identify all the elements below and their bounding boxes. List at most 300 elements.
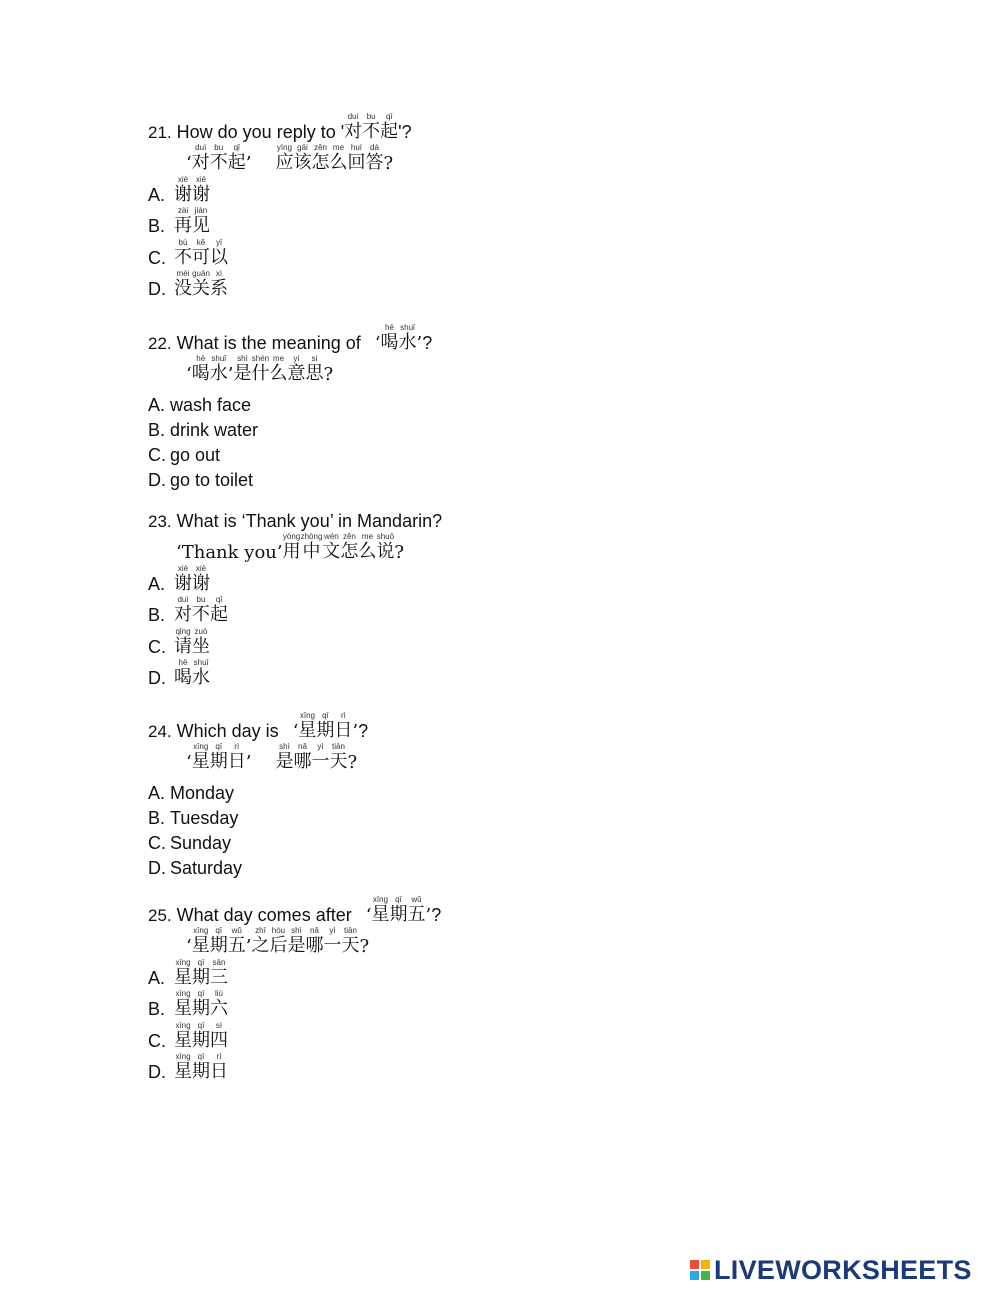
option-text: Saturday bbox=[170, 858, 243, 878]
pinyin-char bbox=[174, 175, 192, 206]
question-end: ? bbox=[358, 721, 369, 741]
pinyin: si bbox=[305, 354, 324, 363]
hanzi: 期 bbox=[209, 935, 228, 956]
hanzi: 不 bbox=[174, 246, 192, 268]
hanzi: 思 bbox=[305, 363, 324, 384]
answer-option bbox=[148, 989, 848, 1021]
pinyin: shuō bbox=[376, 532, 395, 541]
pinyin: xiè bbox=[192, 174, 210, 184]
hanzi: 水 bbox=[192, 667, 210, 688]
zh-prefix: ‘Thank you’ bbox=[176, 542, 283, 563]
pinyin-char bbox=[316, 711, 334, 742]
option-text: wash face bbox=[170, 395, 252, 415]
pinyin-char bbox=[192, 926, 210, 957]
pinyin-char bbox=[293, 143, 311, 174]
pinyin: rì bbox=[334, 711, 353, 720]
option-letter: D. bbox=[148, 858, 166, 878]
pinyin: méi bbox=[174, 269, 192, 278]
option-letter: D. bbox=[148, 668, 166, 688]
pinyin-char bbox=[210, 269, 228, 300]
hanzi: 对 bbox=[191, 152, 210, 173]
hanzi: 期 bbox=[192, 1061, 210, 1082]
answer-option bbox=[148, 1052, 848, 1084]
pinyin-char bbox=[210, 958, 228, 989]
option-text: go to toilet bbox=[170, 470, 254, 490]
pinyin-char bbox=[192, 143, 210, 174]
hanzi: 中 bbox=[300, 541, 323, 562]
pinyin: qī bbox=[389, 895, 408, 904]
pinyin: yòng bbox=[282, 532, 301, 541]
question-english: Which day is bbox=[176, 721, 279, 741]
hanzi: 怎 bbox=[311, 152, 330, 173]
answer-option bbox=[148, 441, 848, 466]
hanzi: 对 bbox=[174, 604, 192, 625]
pinyin: huí bbox=[347, 143, 366, 152]
answer-option bbox=[148, 466, 848, 491]
pinyin-char bbox=[329, 742, 347, 773]
hanzi: 三 bbox=[210, 966, 228, 988]
pinyin-char bbox=[210, 742, 228, 773]
pinyin-char bbox=[174, 658, 192, 689]
option-letter: A. bbox=[148, 395, 166, 415]
hanzi: 喝 bbox=[191, 363, 210, 384]
question-number: 23. bbox=[148, 512, 172, 531]
pinyin: sì bbox=[210, 1020, 228, 1030]
pinyin-char bbox=[365, 143, 383, 174]
pinyin-char bbox=[301, 532, 323, 563]
answer-option bbox=[148, 269, 848, 301]
question-23 bbox=[148, 501, 848, 689]
pinyin: duì bbox=[191, 143, 210, 152]
hanzi: 用 bbox=[282, 541, 301, 562]
pinyin: wǔ bbox=[407, 895, 426, 904]
question-english: How do you reply to ' bbox=[176, 122, 345, 142]
pinyin: sān bbox=[210, 957, 228, 967]
hanzi: 系 bbox=[210, 278, 228, 299]
pinyin-char bbox=[228, 143, 246, 174]
hanzi: 不 bbox=[362, 121, 381, 142]
hanzi: 谢 bbox=[174, 183, 192, 205]
question-text bbox=[148, 323, 848, 354]
pinyin: xīng bbox=[174, 1020, 192, 1030]
option-letter: D. bbox=[148, 470, 166, 490]
pinyin-char bbox=[340, 532, 358, 563]
pinyin-char bbox=[210, 143, 228, 174]
pinyin-char bbox=[192, 354, 210, 385]
hanzi: 是 bbox=[275, 751, 294, 772]
pinyin: wén bbox=[322, 532, 341, 541]
question-chinese bbox=[148, 354, 848, 385]
zh-quote: ’ bbox=[245, 153, 252, 174]
option-text: drink water bbox=[170, 420, 259, 440]
quote-open: ‘ bbox=[365, 905, 372, 926]
option-letter: A. bbox=[148, 783, 166, 803]
hanzi: 该 bbox=[293, 152, 312, 173]
pinyin-char bbox=[347, 143, 365, 174]
hanzi: 不 bbox=[192, 604, 210, 625]
answer-option bbox=[148, 658, 848, 690]
pinyin: yì bbox=[323, 926, 342, 935]
pinyin: xīng bbox=[174, 989, 192, 998]
option-letter: C. bbox=[148, 636, 166, 657]
answer-option bbox=[148, 779, 848, 804]
option-letter: B. bbox=[148, 420, 166, 440]
hanzi: 谢 bbox=[192, 572, 210, 594]
pinyin-char bbox=[210, 1021, 228, 1052]
pinyin: me bbox=[329, 143, 348, 152]
answer-option bbox=[148, 626, 848, 658]
pinyin-char bbox=[174, 238, 192, 269]
pinyin-char bbox=[233, 354, 251, 385]
option-letter: B. bbox=[148, 216, 166, 236]
pinyin-char bbox=[228, 742, 246, 773]
pinyin: bu bbox=[209, 143, 228, 152]
pinyin: liù bbox=[210, 989, 228, 998]
question-text bbox=[148, 501, 848, 532]
hanzi: 么 bbox=[358, 541, 377, 562]
zh-prefix: ‘ bbox=[186, 153, 192, 174]
pinyin: qī bbox=[192, 1052, 210, 1061]
answer-option bbox=[148, 563, 848, 595]
hanzi: 期 bbox=[389, 904, 408, 925]
question-text bbox=[148, 112, 848, 143]
pinyin: qī bbox=[192, 1020, 210, 1030]
question-english: What day comes after bbox=[176, 905, 352, 925]
hanzi: 谢 bbox=[192, 183, 210, 205]
hanzi: 期 bbox=[316, 720, 335, 741]
logo-block bbox=[690, 1260, 699, 1269]
pinyin: xīng bbox=[191, 926, 210, 935]
pinyin: hē bbox=[174, 658, 192, 667]
pinyin: shén bbox=[251, 354, 270, 363]
zh-quote: ’ bbox=[245, 752, 252, 773]
hanzi: 起 bbox=[227, 152, 246, 173]
logo-block bbox=[690, 1271, 699, 1280]
pinyin: wǔ bbox=[227, 926, 246, 935]
pinyin: tiān bbox=[329, 742, 348, 751]
pinyin-char bbox=[323, 926, 341, 957]
quote-close: ’ bbox=[352, 721, 359, 742]
pinyin-char bbox=[192, 1052, 210, 1083]
hanzi: 喝 bbox=[380, 332, 399, 353]
hanzi: 没 bbox=[174, 278, 192, 299]
hanzi: 星 bbox=[191, 751, 210, 772]
pinyin-char bbox=[293, 742, 311, 773]
pinyin: shuǐ bbox=[209, 354, 228, 363]
pinyin: xiè bbox=[174, 174, 192, 184]
answer-option bbox=[148, 854, 848, 879]
pinyin-char bbox=[269, 354, 287, 385]
hanzi: 答 bbox=[365, 152, 384, 173]
hanzi: 是 bbox=[287, 935, 306, 956]
hanzi: 见 bbox=[192, 215, 210, 236]
hanzi: 星 bbox=[371, 904, 390, 925]
pinyin: zhōng bbox=[300, 532, 323, 541]
pinyin-char bbox=[174, 595, 192, 626]
pinyin-char bbox=[174, 958, 192, 989]
pinyin-char bbox=[210, 989, 228, 1020]
hanzi: 日 bbox=[210, 1061, 228, 1082]
pinyin-char bbox=[192, 658, 210, 689]
zh-prefix: ‘ bbox=[186, 752, 192, 773]
hanzi: 一 bbox=[323, 935, 342, 956]
zh-end: ? bbox=[383, 153, 394, 174]
zh-end: ? bbox=[347, 752, 358, 773]
pinyin: qǐ bbox=[227, 143, 246, 152]
answer-option bbox=[148, 416, 848, 441]
question-end: '? bbox=[398, 122, 412, 142]
option-letter: C. bbox=[148, 833, 166, 853]
logo-block bbox=[701, 1260, 710, 1269]
hanzi: 什 bbox=[251, 363, 270, 384]
pinyin-char bbox=[305, 926, 323, 957]
hanzi: 喝 bbox=[174, 667, 192, 688]
pinyin-char bbox=[174, 989, 192, 1020]
pinyin: zěn bbox=[311, 143, 330, 152]
pinyin-char bbox=[376, 532, 394, 563]
hanzi: 起 bbox=[380, 121, 399, 142]
hanzi: 期 bbox=[192, 1029, 210, 1051]
pinyin: hē bbox=[191, 354, 210, 363]
pinyin-char bbox=[192, 1021, 210, 1052]
zh-quote: ’ bbox=[245, 936, 252, 957]
option-text: Sunday bbox=[170, 833, 232, 853]
hanzi: 水 bbox=[209, 363, 228, 384]
pinyin: xīng bbox=[174, 957, 192, 967]
pinyin: zuò bbox=[192, 626, 210, 636]
hanzi: 星 bbox=[298, 720, 317, 741]
pinyin: yì bbox=[287, 354, 306, 363]
pinyin: nǎ bbox=[305, 926, 324, 935]
pinyin: shuǐ bbox=[192, 658, 210, 667]
question-number: 21. bbox=[148, 123, 172, 142]
pinyin-char bbox=[192, 595, 210, 626]
pinyin-char bbox=[371, 895, 389, 926]
answer-option bbox=[148, 1020, 848, 1052]
pinyin-char bbox=[398, 323, 416, 354]
hanzi: 哪 bbox=[305, 935, 324, 956]
question-text bbox=[148, 711, 848, 742]
zh-prefix: ‘ bbox=[186, 936, 192, 957]
pinyin: hē bbox=[380, 323, 399, 332]
option-letter: C. bbox=[148, 1030, 166, 1051]
pinyin: me bbox=[358, 532, 377, 541]
hanzi: 是 bbox=[233, 363, 252, 384]
answer-option bbox=[148, 237, 848, 269]
pinyin-char bbox=[210, 595, 228, 626]
pinyin: rì bbox=[210, 1052, 228, 1061]
pinyin: qī bbox=[192, 957, 210, 967]
pinyin-char bbox=[174, 627, 192, 658]
pinyin-char bbox=[362, 112, 380, 143]
pinyin: zěn bbox=[340, 532, 359, 541]
question-chinese bbox=[148, 926, 848, 957]
option-letter: D. bbox=[148, 279, 166, 299]
hanzi: 意 bbox=[287, 363, 306, 384]
pinyin: nǎ bbox=[293, 742, 312, 751]
zh-end: ? bbox=[359, 936, 370, 957]
hanzi: 日 bbox=[334, 720, 353, 741]
pinyin: xì bbox=[210, 269, 228, 278]
question-22 bbox=[148, 323, 848, 491]
option-letter: A. bbox=[148, 573, 166, 594]
pinyin: dá bbox=[365, 143, 384, 152]
pinyin-char bbox=[380, 323, 398, 354]
pinyin: duì bbox=[174, 595, 192, 604]
pinyin: zài bbox=[174, 206, 192, 215]
question-chinese bbox=[148, 742, 848, 773]
hanzi: 星 bbox=[191, 935, 210, 956]
pinyin: xīng bbox=[371, 895, 390, 904]
pinyin: kě bbox=[192, 237, 210, 247]
pinyin-char bbox=[329, 143, 347, 174]
pinyin: xiè bbox=[174, 563, 192, 573]
pinyin: qī bbox=[316, 711, 335, 720]
pinyin-char bbox=[174, 269, 192, 300]
option-letter: A. bbox=[148, 184, 166, 205]
hanzi: 起 bbox=[210, 604, 228, 625]
pinyin-char bbox=[174, 206, 192, 237]
pinyin: xīng bbox=[298, 711, 317, 720]
pinyin-char bbox=[305, 354, 323, 385]
pinyin: rì bbox=[227, 742, 246, 751]
option-letter: A. bbox=[148, 967, 166, 988]
question-number: 25. bbox=[148, 906, 172, 925]
pinyin-char bbox=[341, 926, 359, 957]
pinyin: qī bbox=[192, 989, 210, 998]
question-text bbox=[148, 895, 848, 926]
pinyin-char bbox=[174, 1052, 192, 1083]
pinyin: me bbox=[269, 354, 288, 363]
pinyin: shuǐ bbox=[398, 323, 417, 332]
pinyin: jiàn bbox=[192, 206, 210, 215]
pinyin: xīng bbox=[191, 742, 210, 751]
hanzi: 可 bbox=[192, 246, 210, 268]
zh-end: ? bbox=[394, 542, 405, 563]
question-end: ? bbox=[422, 333, 433, 353]
question-chinese bbox=[148, 143, 848, 174]
hanzi: 不 bbox=[209, 152, 228, 173]
quote-close: ’ bbox=[425, 905, 432, 926]
pinyin-char bbox=[228, 926, 246, 957]
hanzi: 以 bbox=[210, 246, 228, 268]
quote-open: ‘ bbox=[292, 721, 299, 742]
hanzi: 应 bbox=[275, 152, 294, 173]
pinyin-char bbox=[174, 564, 192, 595]
hanzi: 星 bbox=[174, 1061, 192, 1082]
hanzi: 水 bbox=[398, 332, 417, 353]
pinyin-char bbox=[210, 354, 228, 385]
pinyin-char bbox=[275, 742, 293, 773]
pinyin: qī bbox=[209, 926, 228, 935]
option-letter: C. bbox=[148, 247, 166, 268]
hanzi: 天 bbox=[341, 935, 360, 956]
pinyin-char bbox=[287, 926, 305, 957]
quote-open: ‘ bbox=[374, 333, 381, 354]
pinyin: shì bbox=[287, 926, 306, 935]
answer-option bbox=[148, 804, 848, 829]
hanzi: 之 bbox=[251, 935, 270, 956]
hanzi: 对 bbox=[344, 121, 363, 142]
pinyin-char bbox=[210, 238, 228, 269]
pinyin-char bbox=[192, 989, 210, 1020]
pinyin: qī bbox=[209, 742, 228, 751]
hanzi: 怎 bbox=[340, 541, 359, 562]
pinyin: bù bbox=[174, 237, 192, 247]
option-letter: B. bbox=[148, 999, 166, 1019]
pinyin-char bbox=[358, 532, 376, 563]
pinyin-char bbox=[344, 112, 362, 143]
pinyin-char bbox=[192, 627, 210, 658]
pinyin-char bbox=[287, 354, 305, 385]
hanzi: 文 bbox=[322, 541, 341, 562]
pinyin-char bbox=[192, 269, 210, 300]
logo-block bbox=[701, 1271, 710, 1280]
hanzi: 么 bbox=[329, 152, 348, 173]
hanzi: 关 bbox=[192, 278, 210, 299]
hanzi: 坐 bbox=[192, 635, 210, 657]
pinyin: hòu bbox=[269, 926, 288, 935]
hanzi: 说 bbox=[376, 541, 395, 562]
hanzi: 星 bbox=[174, 998, 192, 1019]
hanzi: 期 bbox=[209, 751, 228, 772]
question-chinese bbox=[148, 532, 848, 563]
hanzi: 再 bbox=[174, 215, 192, 236]
pinyin-char bbox=[210, 1052, 228, 1083]
pinyin-char bbox=[311, 742, 329, 773]
answer-option bbox=[148, 206, 848, 238]
logo-text: LIVEWORKSHEETS bbox=[714, 1254, 972, 1285]
pinyin: shì bbox=[233, 354, 252, 363]
question-21 bbox=[148, 112, 848, 300]
pinyin-char bbox=[269, 926, 287, 957]
pinyin-char bbox=[407, 895, 425, 926]
option-text: go out bbox=[170, 445, 221, 465]
hanzi: 回 bbox=[347, 152, 366, 173]
option-text: Monday bbox=[170, 783, 235, 803]
pinyin: gāi bbox=[293, 143, 312, 152]
pinyin: xīng bbox=[174, 1052, 192, 1061]
zh-end: ? bbox=[323, 364, 334, 385]
hanzi: 五 bbox=[227, 935, 246, 956]
pinyin: qǐ bbox=[380, 112, 399, 121]
option-letter: D. bbox=[148, 1062, 166, 1082]
liveworksheets-logo bbox=[690, 1255, 972, 1285]
question-english: What is ‘Thank you’ in Mandarin? bbox=[176, 511, 443, 531]
answer-option bbox=[148, 174, 848, 206]
hanzi: 请 bbox=[174, 635, 192, 657]
pinyin-char bbox=[174, 1021, 192, 1052]
quote-close: ’ bbox=[416, 333, 423, 354]
answer-option bbox=[148, 391, 848, 416]
zh-prefix: ‘ bbox=[186, 364, 192, 385]
question-24 bbox=[148, 711, 848, 879]
answer-option bbox=[148, 957, 848, 989]
pinyin: qǐng bbox=[174, 626, 192, 636]
pinyin-char bbox=[192, 742, 210, 773]
hanzi: 天 bbox=[329, 751, 348, 772]
pinyin: zhī bbox=[251, 926, 270, 935]
hanzi: 五 bbox=[407, 904, 426, 925]
pinyin-char bbox=[192, 175, 210, 206]
hanzi: 六 bbox=[210, 998, 228, 1019]
option-letter: B. bbox=[148, 605, 166, 625]
pinyin-char bbox=[283, 532, 301, 563]
hanzi: 谢 bbox=[174, 572, 192, 594]
pinyin-char bbox=[192, 958, 210, 989]
answer-option bbox=[148, 829, 848, 854]
pinyin-char bbox=[210, 926, 228, 957]
